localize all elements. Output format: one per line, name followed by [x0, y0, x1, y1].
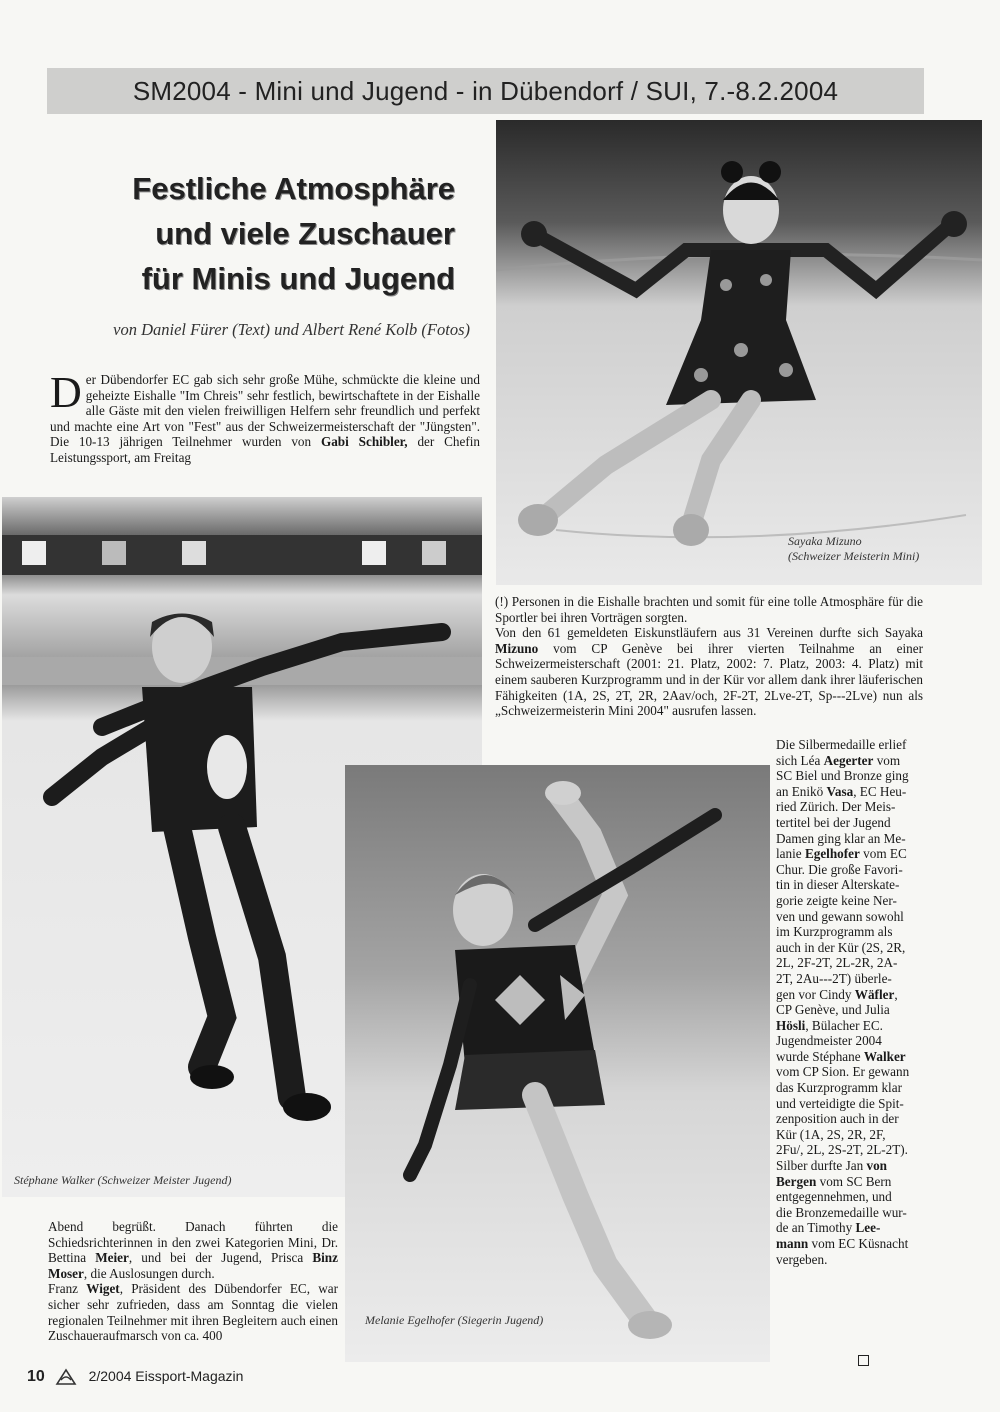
narrow-column-line: tin in dieser Alterskate-: [776, 877, 900, 893]
narrow-column-line: vom CP Sion. Er gewann: [776, 1064, 910, 1080]
left-bottom-bold-2: Binz Moser: [48, 1250, 338, 1281]
narrow-column-line: Chur. Die große Favori-: [776, 861, 903, 877]
page-number: 10: [27, 1368, 45, 1385]
narrow-column-line: CP Genève, und Julia: [776, 1002, 890, 1018]
narrow-column-line: Hösli, Bülacher EC.: [776, 1017, 883, 1033]
narrow-column: [776, 737, 922, 1267]
byline: von Daniel Fürer (Text) und Albert René Kolb (Fotos): [113, 320, 470, 339]
photo-melanie-egelhofer: [345, 765, 770, 1362]
headline-line-2: und viele Zuschauer: [155, 216, 455, 251]
narrow-column-line: tertitel bei der Jugend: [776, 814, 891, 830]
intro-bold-name: Gabi Schibler,: [320, 434, 408, 450]
magazine-logo-icon: [55, 1368, 77, 1386]
narrow-column-line: de an Timothy Lee-: [776, 1220, 881, 1236]
left-bottom-paragraph-1: [48, 1219, 338, 1281]
dropcap: D: [50, 368, 82, 417]
narrow-column-line: Damen ging klar an Me-: [776, 830, 906, 846]
narrow-column-line: gen vor Cindy Wäfler,: [776, 986, 898, 1002]
narrow-column-line: das Kurzprogramm klar: [776, 1080, 902, 1096]
left-column-bottom-text: [48, 1219, 338, 1344]
narrow-column-line: ven und gewann sowohl: [776, 908, 904, 924]
narrow-column-line: wurde Stéphane Walker: [776, 1048, 906, 1064]
narrow-column-line: lanie Egelhofer vom EC: [776, 846, 907, 862]
photo-2-caption: Stéphane Walker (Schweizer Meister Jugend): [14, 1173, 232, 1187]
narrow-column-line: ried Zürich. Der Meis-: [776, 799, 896, 815]
left-bottom-bold-1: Meier: [95, 1250, 129, 1266]
narrow-column-line: 2T, 2Au---2T) überle-: [776, 970, 892, 986]
narrow-column-line: an Enikö Vasa, EC Heu-: [776, 783, 907, 799]
photo-sayaka-graphic: [496, 120, 982, 585]
right-p2-text-c: vom CP Genève bei ihrer vierten Teilnahme an einer Schweizermeisterschaft (2001: 21. Platz, 2002: 7. Platz, 2003: 4. Platz) mit einem sauberen Kurzprogramm und in der Kür vor allem dank ihrer läuferischen Fähigkeiten (1A, 2S, 2T, 2R, 2Aav/och, 2F-2T, 2Lve-2T, Sp---2Lve) nun als „Schweizermeisterin Mini 2004" ausrufen lassen.: [495, 640, 923, 719]
narrow-column-line: sich Léa Aegerter vom: [776, 752, 901, 768]
right-p2-text-a: Von den 61 gemeldeten Eiskunstläufern aus 31 Vereinen durfte sich Sayaka: [495, 625, 923, 641]
narrow-column-line: Bergen vom SC Bern: [776, 1173, 892, 1189]
article-headline: [60, 166, 455, 301]
left-bottom-text-5: , Präsident des Dübendorfer EC, war sicher sehr zufrieden, dass am Sonntag die vielen regionalen Teilnehmer mit ihren Begleitern auch einen Zuschaueraufmarsch von ca. 400: [48, 1281, 339, 1344]
right-p2-bold: Mizuno: [495, 640, 539, 656]
narrow-column-line: 2L, 2F-2T, 2L-2R, 2A-: [776, 955, 898, 971]
narrow-column-line: mann vom EC Küsnacht: [776, 1236, 909, 1251]
left-bottom-bold-3: Wiget: [86, 1281, 120, 1297]
right-paragraph-2: [495, 625, 923, 719]
narrow-column-line: Die Silbermedaille erlief: [776, 737, 907, 752]
section-banner: [47, 68, 924, 114]
narrow-column-line: Jugendmeister 2004: [776, 1033, 882, 1049]
headline-line-3: für Minis und Jugend: [141, 261, 455, 296]
narrow-column-line: vergeben.: [776, 1251, 828, 1267]
right-paragraph-1: (!) Personen in die Eishalle brachten und somit für eine tolle Atmosphäre für die Sportler bei ihren Vorträgen sorgten.: [495, 594, 923, 625]
photo-sayaka-mizuno: [496, 120, 982, 585]
narrow-column-line: die Bronzemedaille wur-: [776, 1204, 907, 1220]
left-bottom-text-2: , und bei der Jugend, Prisca: [128, 1250, 313, 1266]
left-bottom-paragraph-2: [48, 1281, 338, 1343]
narrow-column-line: 2Fu/, 2L, 2S-2T, 2L-2T).: [776, 1142, 908, 1158]
left-bottom-text-4: Franz: [48, 1281, 87, 1297]
end-of-article-square: [858, 1355, 869, 1366]
narrow-column-line: auch in der Kür (2S, 2R,: [776, 939, 906, 955]
issue-label: 2/2004 Eissport-Magazin: [88, 1368, 244, 1384]
caption-sayaka-title: (Schweizer Meisterin Mini): [788, 549, 920, 563]
intro-paragraph: [50, 368, 480, 466]
intro-text: er Dübendorfer EC gab sich sehr große Mühe, schmückte die kleine und geheizte Eishalle "Im Chreis" sehr festlich, bewirtschaftete in der Eishalle alle Gäste mit den vielen freiwilligen Helfern sehr freundlich und perfekt und machte eine Art von "Fest" aus der Schweizermeisterschaft der "Jüngsten". Die 10-13 jährigen Teilnehmer wurden von: [50, 372, 480, 450]
left-bottom-text-1: Abend begrüßt. Danach führten die Schiedsrichterinnen in den zwei Kategorien Mini, Dr. Bettina: [48, 1219, 338, 1266]
narrow-column-line: gorie zeigte keine Ner-: [776, 892, 897, 908]
narrow-column-line: im Kurzprogramm als: [776, 924, 893, 940]
banner-title: SM2004 - Mini und Jugend - in Dübendorf / SUI, 7.-8.2.2004: [132, 75, 839, 106]
left-bottom-text-3: , die Auslosungen durch.: [83, 1265, 215, 1281]
caption-sayaka-name: Sayaka Mizuno: [788, 534, 862, 548]
right-column-text: [495, 594, 923, 719]
photo-melanie-graphic: [345, 765, 770, 1362]
headline-line-1: Festliche Atmosphäre: [132, 171, 455, 206]
page-footer: [27, 1368, 243, 1386]
intro-text-end: der Chefin Leistungssport, am Freitag: [50, 434, 480, 465]
narrow-column-line: entgegennehmen, und: [776, 1189, 892, 1205]
photo-1-caption: [788, 534, 968, 564]
narrow-column-line: SC Biel und Bronze ging: [776, 768, 909, 784]
narrow-column-line: und verteidigte die Spit-: [776, 1095, 904, 1111]
narrow-column-line: Silber durfte Jan von: [776, 1158, 887, 1174]
photo-3-caption: Melanie Egelhofer (Siegerin Jugend): [365, 1313, 544, 1327]
narrow-column-line: Kür (1A, 2S, 2R, 2F,: [776, 1126, 886, 1142]
narrow-column-line: zenposition auch in der: [776, 1111, 899, 1127]
